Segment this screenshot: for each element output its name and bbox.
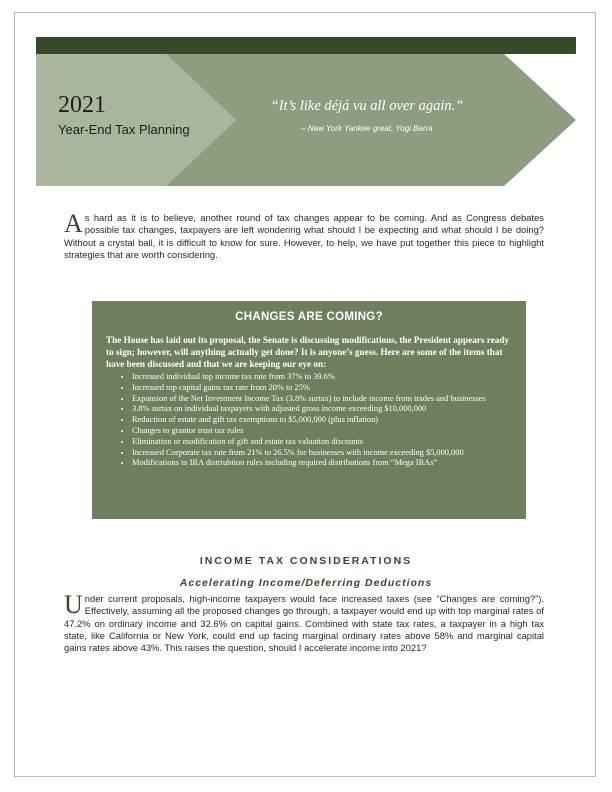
list-item: • Increased Corporate tax rate from 21% to 26.5% for businesses with income exceeding $5,000,000: [132, 448, 512, 459]
list-item: • 3.8% surtax on individual taxpayers with adjusted gross income exceeding $10,000,000: [132, 404, 512, 415]
header-banner: [36, 54, 576, 186]
header-top-bar: [36, 37, 576, 54]
list-item: • Expansion of the Net Investment Income Tax (3.8% surtax) to include income from trades and businesses: [132, 394, 512, 405]
list-item: • Increased top capital gains tax rate from 20% to 25%: [132, 383, 512, 394]
changes-title: CHANGES ARE COMING?: [235, 311, 383, 323]
intro-dropcap: A: [64, 209, 83, 238]
list-item: • Reduction of estate and gift tax exemptions to $5,000,000 (plus inflation): [132, 415, 512, 426]
report-year: 2021: [58, 92, 106, 118]
banner-quote: “It’s like déjá vu all over again.”: [270, 98, 464, 114]
intro-text: s hard as it is to believe, another round of tax changes appear to be coming. And as Congress debates possible tax changes, taxpayers are left wondering what should I be expecting and what should I be doing? Without a crystal ball, it is difficult to know for sure. However, to help, we have put together this piece to highlight strategies that are worth considering.: [64, 212, 544, 260]
list-item: • Increased individual top income tax rate from 37% to 39.6%: [132, 372, 512, 383]
changes-lead: The House has laid out its proposal, the Senate is discussing modifications, the President appears ready to sign; however, will anything actually get done? It is anyone’s guess. Here are some of the items that have been discussed and that we are keeping our eye on:: [106, 335, 510, 369]
income-paragraph: [64, 590, 544, 654]
list-item: • Elimination or modification of gift and estate tax valuation discounts: [132, 437, 512, 448]
income-dropcap: U: [64, 590, 83, 619]
list-item: • Modifications to IRA distriubtion rules including required distributions from “Mega IRAs”: [132, 458, 512, 469]
report-subtitle: Year-End Tax Planning: [58, 122, 190, 137]
intro-paragraph: [64, 209, 544, 261]
section-subheading: Accelerating Income/Deferring Deductions: [179, 577, 433, 589]
list-item: • Changes to grantor trust tax rules: [132, 426, 512, 437]
section-heading: INCOME TAX CONSIDERATIONS: [199, 555, 413, 567]
changes-list: [106, 372, 512, 469]
changes-callout-box: [92, 301, 526, 519]
income-text: nder current proposals, high-income taxpayers would face increased taxes (see “Changes are coming?”). Effectively, assuming all the proposed changes go through, a taxpayer would end up with top marginal rates of 47.2% on ordinary income and 32.6% on capital gains. Combined with state tax rates, a taxpayer in a high tax state, like California or New York, could end up facing marginal ordinary rates above 58% and marginal capital gains rates above 43%. This raises the question, should I accelerate income into 2021?: [64, 593, 544, 654]
quote-attribution: – New York Yankee great, Yogi Berra: [301, 124, 433, 133]
